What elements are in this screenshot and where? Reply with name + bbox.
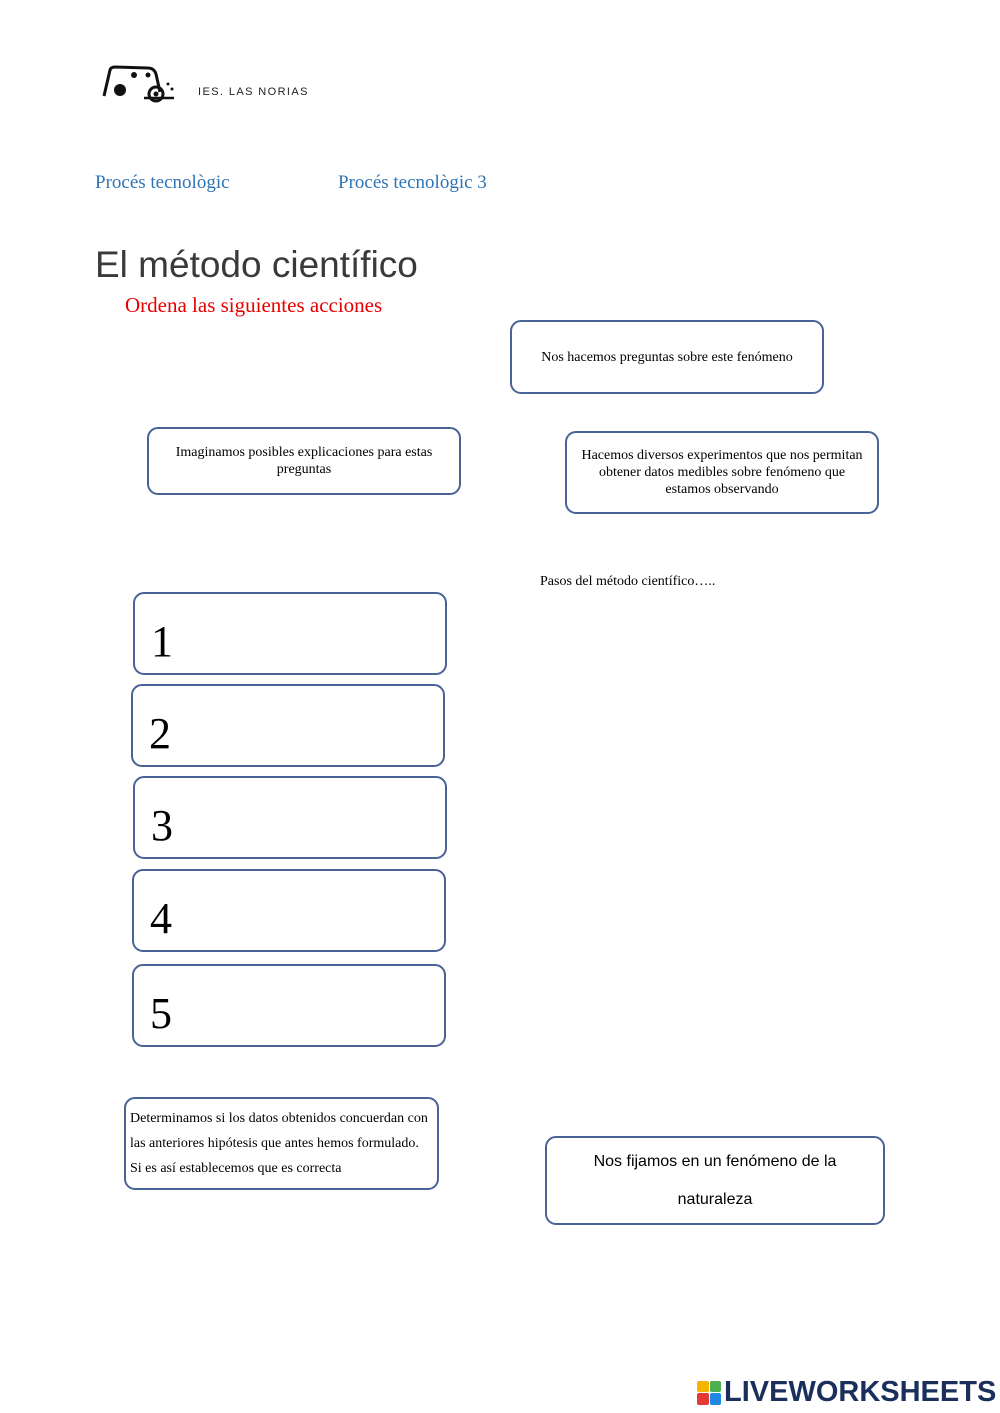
brand-text: LIVEWORKSHEETS bbox=[724, 1376, 997, 1408]
link-proces-tecnologic-3[interactable]: Procés tecnològic 3 bbox=[338, 172, 487, 193]
steps-label: Pasos del método científico….. bbox=[540, 574, 716, 589]
link-proces-tecnologic[interactable]: Procés tecnològic bbox=[95, 172, 230, 193]
school-name: IES. LAS NORIAS bbox=[198, 86, 309, 98]
card-experiments-text: Hacemos diversos experimentos que nos permitan obtener datos medibles sobre fenómeno que estamos observando bbox=[581, 448, 863, 497]
card-hypothesis[interactable] bbox=[147, 427, 461, 495]
card-hypothesis-text: Imaginamos posibles explicaciones para estas preguntas bbox=[175, 445, 433, 477]
card-observation-text: Nos fijamos en un fenómeno de la naturaleza bbox=[593, 1152, 837, 1208]
brand-block bbox=[697, 1393, 709, 1405]
card-conclusion[interactable] bbox=[124, 1097, 439, 1190]
card-questions-text: Nos hacemos preguntas sobre este fenómeno bbox=[541, 349, 793, 365]
brand-block bbox=[697, 1381, 709, 1393]
drop-slot-2[interactable] bbox=[131, 684, 445, 767]
slot-number: 3 bbox=[151, 801, 173, 850]
brand-blocks-icon bbox=[697, 1381, 721, 1405]
drop-slot-1[interactable] bbox=[133, 592, 447, 675]
slot-number: 2 bbox=[149, 709, 171, 758]
card-experiments[interactable] bbox=[565, 431, 879, 514]
drop-slot-3[interactable] bbox=[133, 776, 447, 859]
card-conclusion-text: Determinamos si los datos obtenidos concuerdan con las anteriores hipótesis que antes hemos formulado. Si es así establecemos que es correcta bbox=[130, 1111, 428, 1176]
card-questions[interactable] bbox=[510, 320, 824, 394]
drop-slot-5[interactable] bbox=[132, 964, 446, 1047]
slot-number: 4 bbox=[150, 894, 172, 943]
page-title: El método científico bbox=[95, 244, 418, 285]
instructions: Ordena las siguientes acciones bbox=[125, 293, 383, 317]
brand-block bbox=[710, 1381, 722, 1393]
liveworksheets-logo bbox=[697, 1376, 996, 1409]
drop-slot-4[interactable] bbox=[132, 869, 446, 952]
slot-number: 1 bbox=[151, 617, 173, 666]
card-observation[interactable] bbox=[545, 1136, 885, 1225]
school-logo bbox=[100, 62, 180, 104]
slot-number: 5 bbox=[150, 989, 172, 1038]
brand-block bbox=[710, 1393, 722, 1405]
